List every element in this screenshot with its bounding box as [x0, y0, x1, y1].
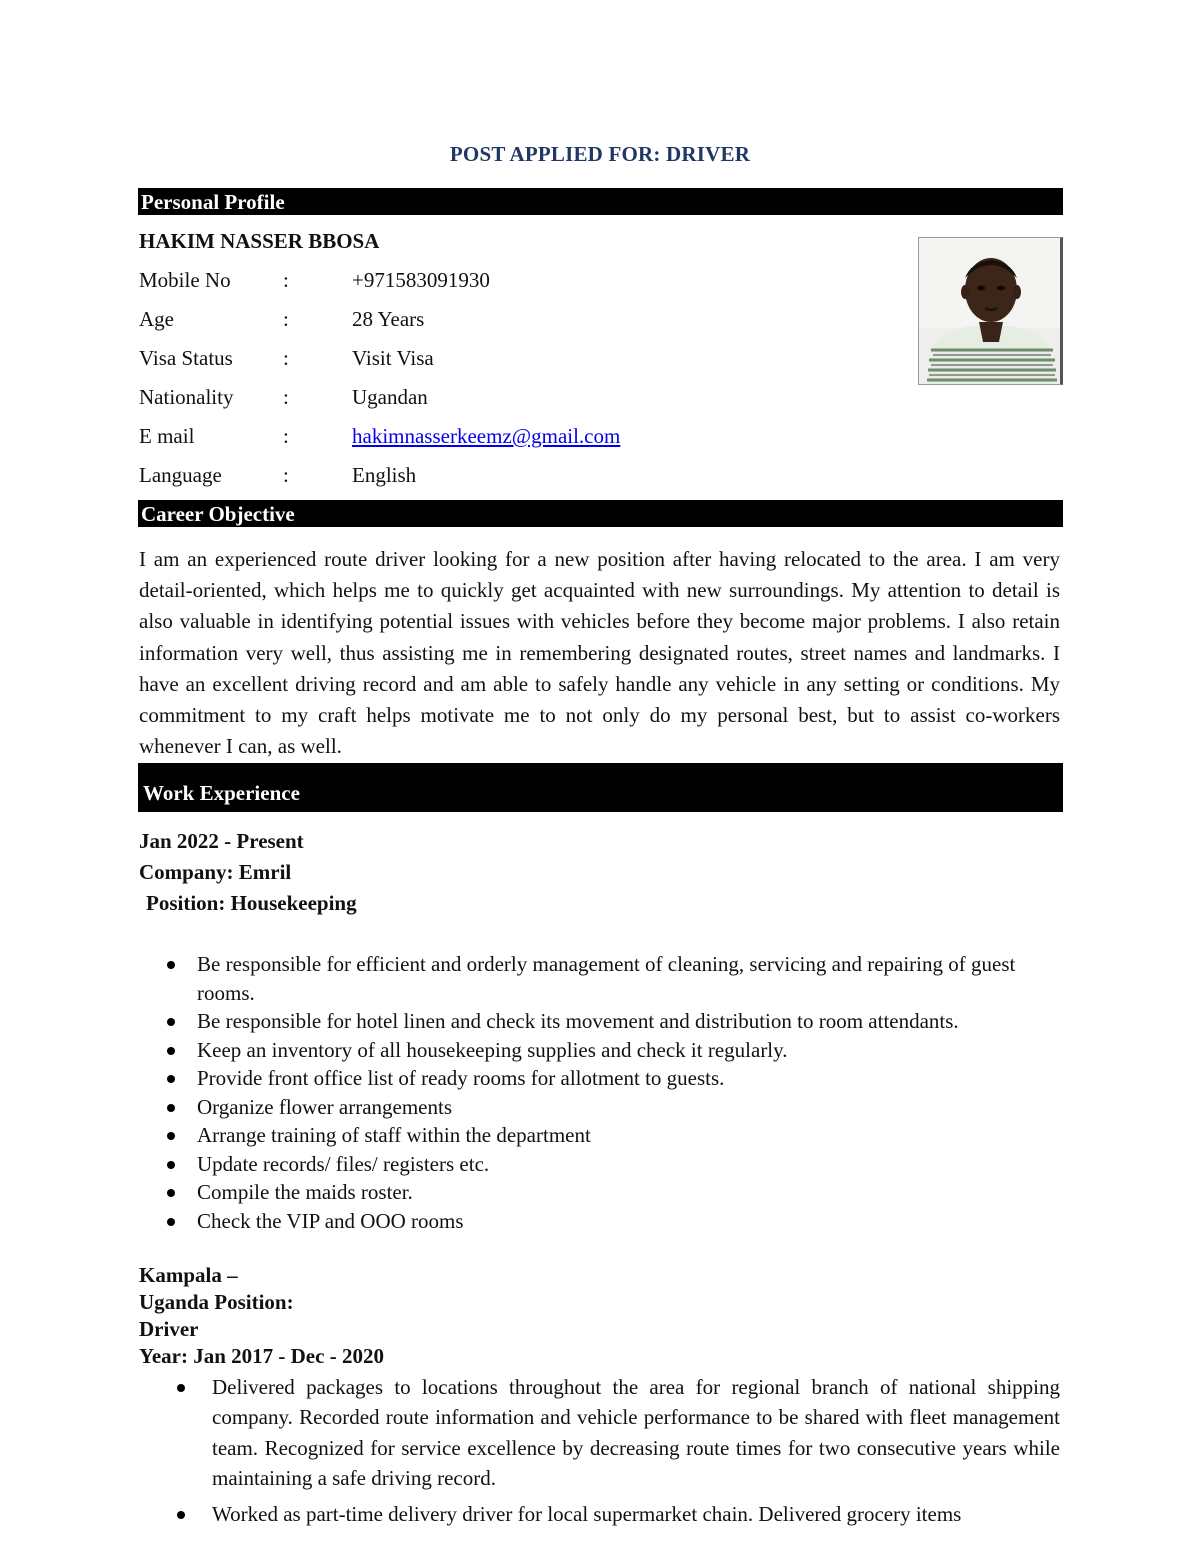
field-separator: :	[283, 385, 289, 409]
field-value: Ugandan	[352, 385, 428, 409]
job2-role: Driver	[139, 1317, 199, 1341]
list-item: Be responsible for hotel linen and check its movement and distribution to room attendants.	[163, 1007, 1060, 1036]
field-separator: :	[283, 463, 289, 487]
list-item: Worked as part-time delivery driver for local supermarket chain. Delivered grocery items	[175, 1499, 1060, 1529]
job2-duties-list	[175, 1372, 1060, 1534]
candidate-name: HAKIM NASSER BBOSA	[139, 229, 380, 253]
list-item: Compile the maids roster.	[163, 1178, 1060, 1207]
field-label: Language	[139, 463, 222, 487]
job1-period: Jan 2022 - Present	[139, 829, 304, 853]
job1-position: Position: Housekeeping	[146, 891, 357, 915]
section-header-career-objective: Career Objective	[138, 500, 1063, 527]
field-label: Visa Status	[139, 346, 233, 370]
field-separator: :	[283, 307, 289, 331]
list-item: Organize flower arrangements	[163, 1093, 1060, 1122]
list-item: Check the VIP and OOO rooms	[163, 1207, 1060, 1236]
list-item: Arrange training of staff within the department	[163, 1121, 1060, 1150]
profile-photo	[918, 237, 1063, 385]
field-label: E mail	[139, 424, 195, 448]
section-header-personal-profile: Personal Profile	[138, 188, 1063, 215]
portrait-image	[919, 238, 1063, 385]
field-separator: :	[283, 268, 289, 292]
field-label: Nationality	[139, 385, 234, 409]
list-item: Keep an inventory of all housekeeping supplies and check it regularly.	[163, 1036, 1060, 1065]
field-separator: :	[283, 346, 289, 370]
job1-duties-list	[163, 950, 1060, 1235]
document-title: POST APPLIED FOR: DRIVER	[449, 142, 751, 166]
career-objective-text: I am an experienced route driver looking for a new position after having relocated to the area. I am very detail-oriented, which helps me to quickly get acquainted with new surroundings. My attention to detail is also valuable in identifying potential issues with vehicles before they become major problems. I also retain information very well, thus assisting me in remembering designated routes, street names and landmarks. I have an excellent driving record and am able to safely handle any vehicle in any setting or conditions. My commitment to my craft helps motivate me to not only do my personal best, but to assist co-workers whenever I can, as well.	[139, 547, 1060, 759]
email-link[interactable]: hakimnasserkeemz@gmail.com	[352, 424, 621, 448]
list-item: Delivered packages to locations throughout the area for regional branch of national shipping company. Recorded route information and vehicle performance to be shared with fleet management team. Recognized for service excellence by decreasing route times for two consecutive years while maintaining a safe driving record.	[175, 1372, 1060, 1494]
field-separator: :	[283, 424, 289, 448]
list-item: Be responsible for efficient and orderly management of cleaning, servicing and repairing of guest rooms.	[163, 950, 1060, 1007]
list-item: Update records/ files/ registers etc.	[163, 1150, 1060, 1179]
list-item: Provide front office list of ready rooms for allotment to guests.	[163, 1064, 1060, 1093]
field-value: 28 Years	[352, 307, 425, 331]
field-value: +971583091930	[352, 268, 490, 292]
job1-company: Company: Emril	[139, 860, 292, 884]
field-label: Age	[139, 307, 174, 331]
section-header-work-experience: Work Experience	[138, 763, 1063, 812]
field-label: Mobile No	[139, 268, 231, 292]
job2-location-position: Uganda Position:	[139, 1290, 294, 1314]
field-value: Visit Visa	[352, 346, 434, 370]
job2-location: Kampala –	[139, 1263, 238, 1287]
field-value: English	[352, 463, 417, 487]
job2-year: Year: Jan 2017 - Dec - 2020	[139, 1344, 384, 1368]
